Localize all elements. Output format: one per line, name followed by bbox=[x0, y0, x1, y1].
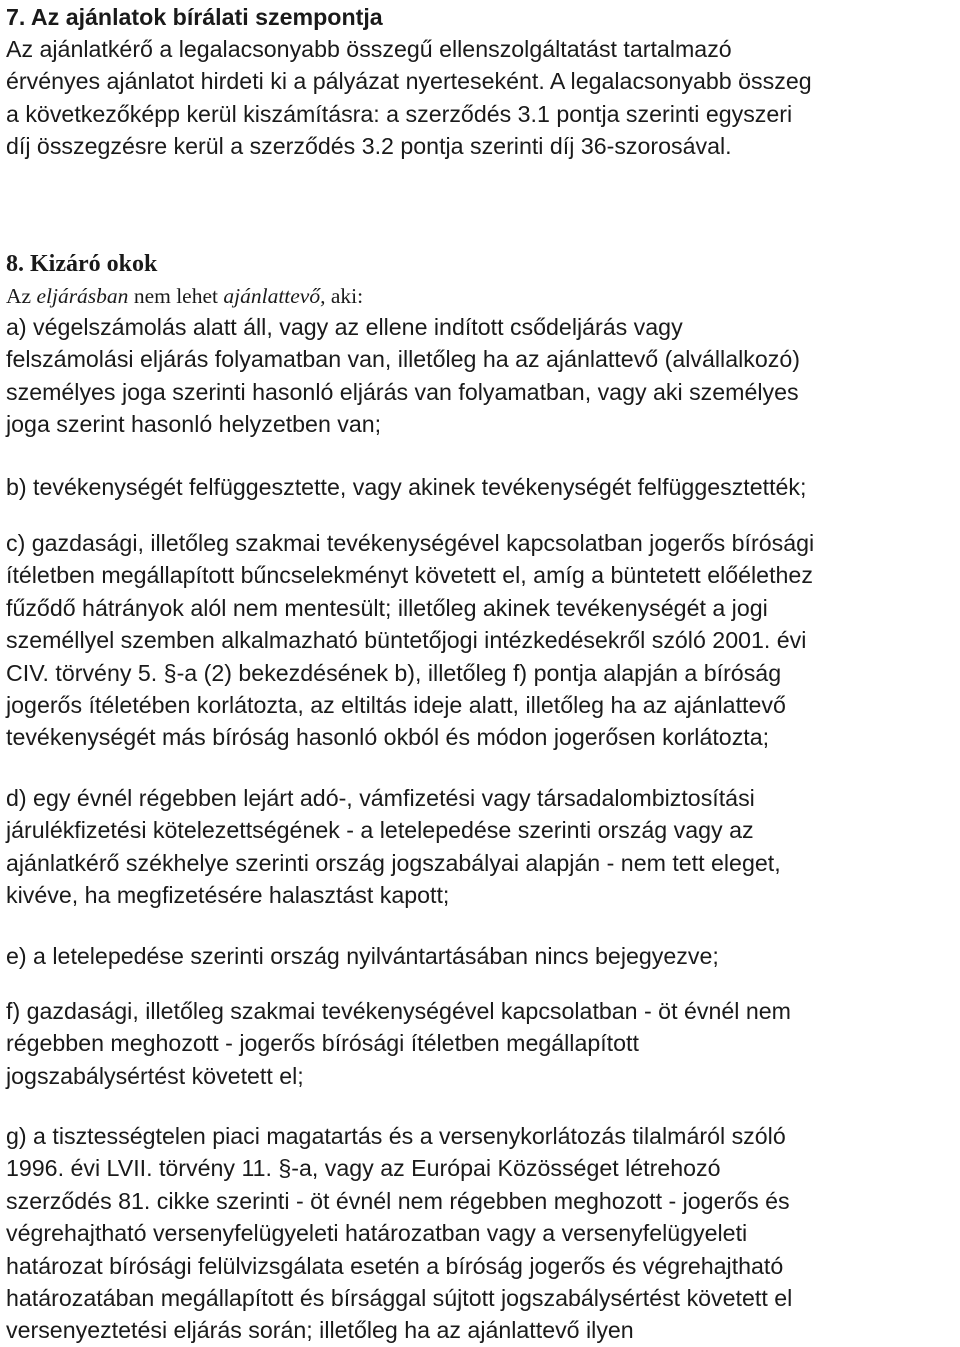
item-line: joga szerint hasonló helyzetben van; bbox=[6, 411, 382, 438]
section-7-title: 7. Az ajánlatok bírálati szempontja bbox=[6, 4, 383, 30]
intro-italic-ajanlattevo: ajánlattevő, bbox=[223, 284, 326, 308]
section-8-title: 8. Kizáró okok bbox=[6, 251, 158, 277]
item-line: személlyel szemben alkalmazható büntetőjogi intézkedésekről szóló 2001. évi bbox=[6, 627, 807, 654]
item-line: kivéve, ha megfizetésére halasztást kapott; bbox=[6, 882, 450, 909]
exclusion-item-c bbox=[6, 527, 814, 754]
section-7-line: a következőképp kerül kiszámításra: a szerződés 3.1 pontja szerinti egyszeri bbox=[6, 100, 793, 127]
item-line: ítéletben megállapított bűncselekményt követett el, amíg a büntetett előélethez bbox=[6, 562, 813, 589]
exclusion-item-d bbox=[6, 782, 781, 912]
section-8-intro bbox=[6, 282, 363, 310]
item-line: végrehajtható versenyfelügyeleti határozatban vagy a versenyfelügyeleti bbox=[6, 1220, 748, 1247]
section-7-body bbox=[6, 33, 812, 163]
item-line: CIV. törvény 5. §-a (2) bekezdésének b), illetőleg f) pontja alapján a bíróság bbox=[6, 659, 782, 686]
section-7-line: Az ajánlatkérő a legalacsonyabb összegű ellenszolgáltatást tartalmazó bbox=[6, 36, 732, 62]
item-line: c) gazdasági, illetőleg szakmai tevékenységével kapcsolatban jogerős bírósági bbox=[6, 530, 815, 556]
item-line: szerződés 81. cikke szerinti - öt évnél nem régebben meghozott - jogerős és bbox=[6, 1187, 790, 1214]
item-line: versenyeztetési eljárás során; illetőleg ha az ajánlattevő ilyen bbox=[6, 1317, 634, 1344]
item-line: e) a letelepedése szerinti ország nyilvántartásában nincs bejegyezve; bbox=[6, 943, 719, 969]
intro-italic-eljarasban: eljárásban bbox=[36, 284, 129, 308]
intro-text: aki: bbox=[325, 284, 364, 308]
item-line: fűződő hátrányok alól nem mentesült; illetőleg akinek tevékenységét a jogi bbox=[6, 594, 768, 621]
item-line: 1996. évi LVII. törvény 11. §-a, vagy az Európai Közösséget létrehozó bbox=[6, 1155, 721, 1182]
exclusion-item-e bbox=[6, 940, 719, 972]
item-line: b) tevékenységét felfüggesztette, vagy akinek tevékenységét felfüggesztették; bbox=[6, 474, 807, 500]
item-line: ajánlatkérő székhelye szerinti ország jogszabályai alapján - nem tett eleget, bbox=[6, 849, 781, 876]
section-7-line: érvényes ajánlatot hirdeti ki a pályázat nyerteseként. A legalacsonyabb összeg bbox=[6, 68, 812, 95]
item-line: d) egy évnél régebben lejárt adó-, vámfizetési vagy társadalombiztosítási bbox=[6, 785, 755, 811]
item-line: felszámolási eljárás folyamatban van, illetőleg ha az ajánlattevő (alvállalkozó) bbox=[6, 346, 800, 373]
exclusion-item-f bbox=[6, 995, 791, 1092]
intro-text: nem lehet bbox=[128, 284, 224, 308]
item-line: jogerős ítéletében korlátozta, az eltiltás ideje alatt, illetőleg ha az ajánlattevő bbox=[6, 692, 786, 719]
item-line: járulékfizetési kötelezettségének - a letelepedése szerinti ország vagy az bbox=[6, 817, 754, 844]
item-line: a) végelszámolás alatt áll, vagy az ellene indított csődeljárás vagy bbox=[6, 314, 683, 340]
item-line: f) gazdasági, illetőleg szakmai tevékenységével kapcsolatban - öt évnél nem bbox=[6, 998, 791, 1024]
item-line: jogszabálysértést követett el; bbox=[6, 1062, 304, 1089]
intro-text: Az bbox=[6, 284, 37, 308]
item-line: régebben meghozott - jogerős bírósági ítéletben megállapított bbox=[6, 1030, 639, 1057]
item-line: határozat bírósági felülvizsgálata esetén a bíróság jogerős és végrehajtható bbox=[6, 1252, 784, 1279]
exclusion-item-a bbox=[6, 311, 800, 441]
item-line: határozatában megállapított és bírsággal sújtott jogszabálysértést követett el bbox=[6, 1285, 793, 1312]
section-7-line: díj összegzésre kerül a szerződés 3.2 pontja szerinti díj 36-szorosával. bbox=[6, 133, 732, 160]
item-line: tevékenységét más bíróság hasonló okból és módon jogerősen korlátozta; bbox=[6, 724, 770, 751]
section-7 bbox=[6, 1, 812, 163]
item-line: személyes joga szerinti hasonló eljárás van folyamatban, vagy aki személyes bbox=[6, 378, 799, 405]
item-line: g) a tisztességtelen piaci magatartás és a versenykorlátozás tilalmáról szóló bbox=[6, 1123, 786, 1149]
exclusion-item-g bbox=[6, 1120, 792, 1347]
exclusion-item-b bbox=[6, 471, 806, 503]
